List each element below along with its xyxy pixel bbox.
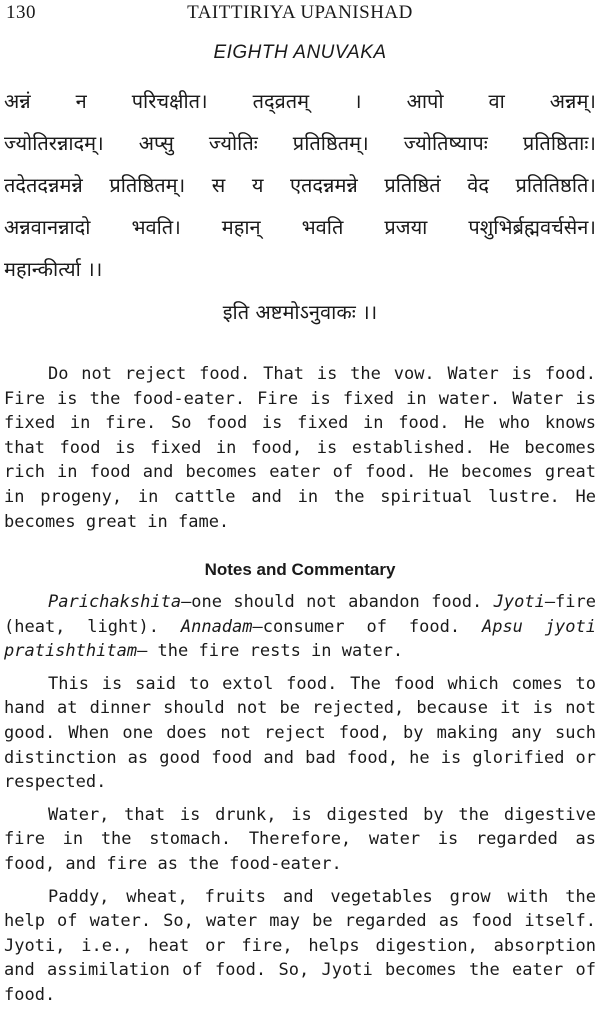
translation-paragraph: Do not reject food. That is the vow. Water is food. Fire is the food-eater. Fire is fixed in water. Water is fixed in fire. So food is fixed in food. He who knows that food is fixed in food, is established. He becomes rich in food and becomes eater of food. He becomes great in progeny, in cattle and in the spiritual lustre. He becomes great in fame.	[4, 364, 596, 532]
sanskrit-line: महान्कीर्त्या ।।	[4, 257, 103, 281]
page-header	[6, 2, 594, 24]
section-title: EIGHTH ANUVAKA	[213, 42, 387, 63]
term: Parichakshita	[48, 592, 182, 612]
term: Jyoti	[493, 592, 545, 612]
notes-section	[4, 590, 596, 1016]
term-definition: —consumer of food.	[252, 616, 461, 637]
sanskrit-line: ज्योतिरन्नादम्। अप्सु ज्योतिः प्रतिष्ठितम्। ज्योतिष्यापः प्रतिष्ठिताः।	[4, 131, 596, 155]
sanskrit-verse	[4, 80, 596, 290]
notes-terms-paragraph	[4, 590, 596, 664]
notes-heading: Notes and Commentary	[204, 560, 396, 579]
notes-paragraph: This is said to extol food. The food which comes to hand at dinner should not be rejected, because it is not good. When one does not reject food, by making any such distinction as good food and bad food, he is glorified or respected.	[4, 673, 596, 793]
sanskrit-line: तदेतदन्नमन्ने प्रतिष्ठितम्। स य एतदन्नमन्ने प्रतिष्ठितं वेद प्रतितिष्ठति।	[4, 173, 596, 197]
notes-paragraph: Paddy, wheat, fruits and vegetables grow with the help of water. So, water may be regarded as food itself. Jyoti, i.e., heat or fire, helps digestion, absorption and assimilation of food. So, Jyoti becomes the eater of food.	[4, 886, 596, 1005]
translation	[4, 362, 596, 534]
sanskrit-colophon: इति अष्टमोऽनुवाकः ।।	[222, 300, 378, 324]
term: Apsu jyoti pratishthitam	[4, 616, 596, 662]
running-title: TAITTIRIYA UPANISHAD	[187, 2, 413, 23]
term-definition: —one should not abandon food.	[181, 592, 483, 612]
term-definition: —fire (heat, light).	[4, 592, 596, 637]
page-number: 130	[6, 2, 36, 23]
notes-paragraph: Water, that is drunk, is digested by the digestive fire in the stomach. Therefore, water is regarded as food, and fire as the food-eater.	[4, 804, 596, 874]
sanskrit-line: अन्नं न परिचक्षीत। तद्व्रतम् । आपो वा अन्नम्।	[4, 89, 596, 113]
term: Annadam	[180, 616, 253, 637]
sanskrit-line: अन्नवानन्नादो भवति। महान् भवति प्रजया पशुभिर्ब्रह्मवर्चसेन।	[4, 215, 596, 239]
term-definition: — the fire rests in water.	[137, 641, 404, 662]
